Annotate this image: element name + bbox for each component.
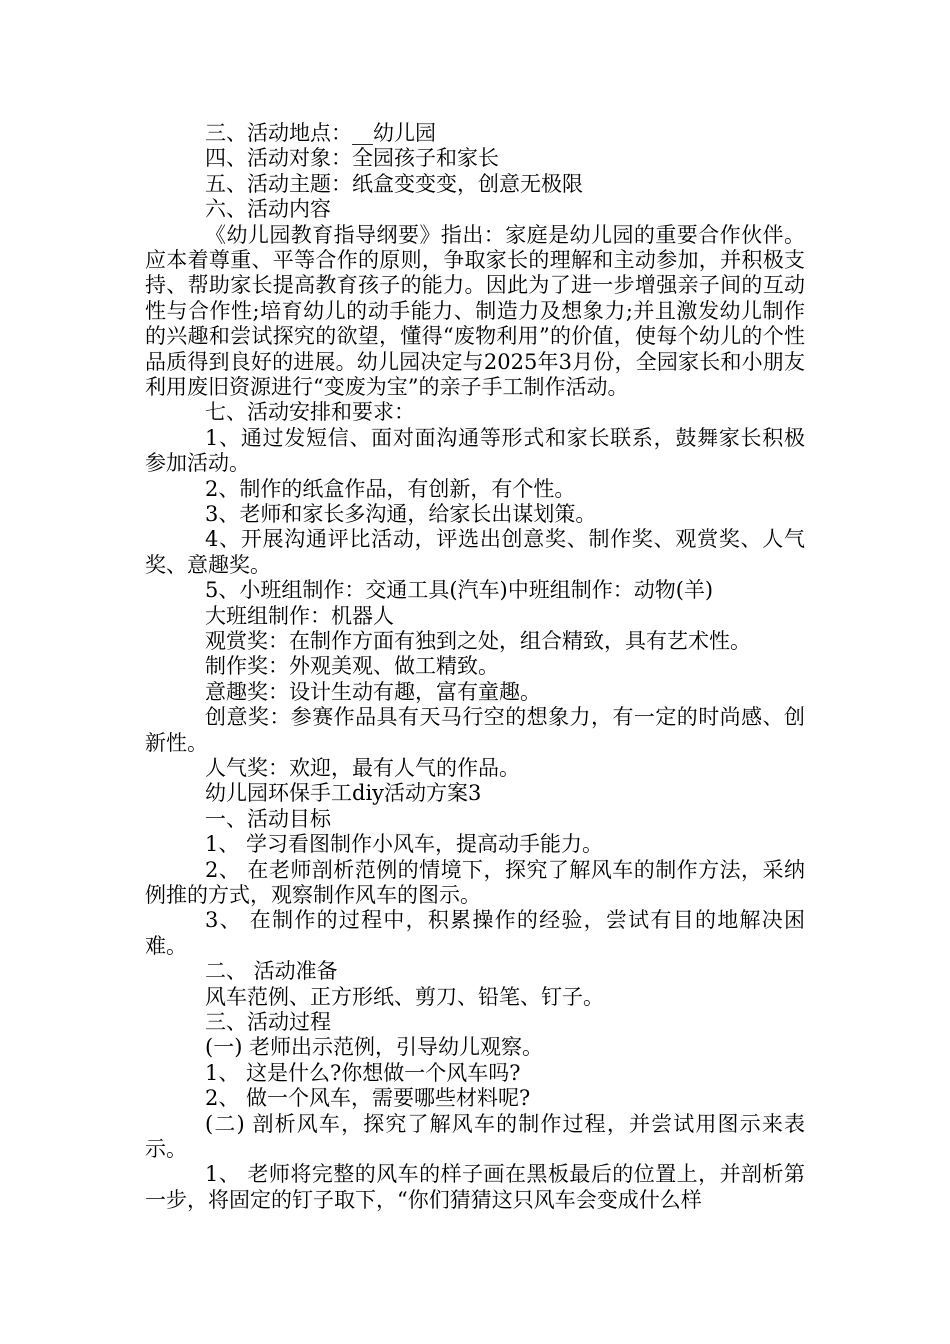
section-activity-theme: 五、活动主题：纸盒变变变，创意无极限: [205, 171, 583, 196]
process-step-2: (二) 剖析风车，探究了解风车的制作过程，并尝试用图示来表示。: [145, 1111, 805, 1161]
process-step-2-item-1: 1、 老师将完整的风车的样子画在黑板最后的位置上，并剖析第一步，将固定的钉子取下，“你们猜猜这只风车会变成什么样: [145, 1162, 805, 1212]
list-item-4: 4、开展沟通评比活动，评选出创意奖、制作奖、观赏奖、人气奖、意趣奖。: [145, 527, 805, 577]
award-popularity: 人气奖：欢迎，最有人气的作品。: [205, 755, 520, 780]
goal-item-2: 2、 在老师剖析范例的情境下，探究了解风车的制作方法，采纳例推的方式，观察制作风车的图示。: [145, 857, 805, 907]
award-creative: 创意奖：参赛作品具有天马行空的想象力，有一定的时尚感、创新性。: [145, 705, 805, 755]
goal-item-1: 1、 学习看图制作小风车，提高动手能力。: [205, 832, 604, 857]
award-interest: 意趣奖：设计生动有趣，富有童趣。: [205, 679, 541, 704]
list-item-3: 3、老师和家长多沟通，给家长出谋划策。: [205, 502, 597, 526]
document-page: [145, 121, 805, 1213]
section-activity-location: 三、活动地点：__幼儿园: [205, 121, 436, 145]
list-item-1: 1、通过发短信、面对面沟通等形式和家长联系，鼓舞家长积极参加活动。: [145, 425, 805, 476]
process-step-1-q2: 2、 做一个风车，需要哪些材料呢?: [205, 1086, 531, 1111]
process-step-1-q1: 1、 这是什么?你想做一个风车吗?: [205, 1060, 521, 1085]
section-preparation-heading: 二、 活动准备: [205, 959, 338, 984]
list-item-2: 2、制作的纸盒作品，有创新，有个性。: [205, 476, 576, 501]
section-goals-heading: 一、活动目标: [205, 806, 331, 831]
section-arrangement-heading: 七、活动安排和要求：: [205, 400, 415, 425]
process-step-1: (一) 老师出示范例，引导幼儿观察。: [205, 1035, 544, 1060]
section-activity-content-heading: 六、活动内容: [205, 197, 331, 222]
award-viewing: 观赏奖：在制作方面有独到之处，组合精致，具有艺术性。: [205, 628, 751, 653]
list-item-5-continued: 大班组制作：机器人: [205, 603, 394, 628]
award-making: 制作奖：外观美观、做工精致。: [205, 654, 499, 679]
list-item-5: 5、小班组制作：交通工具(汽车)中班组制作：动物(羊): [205, 578, 714, 603]
goal-item-3: 3、 在制作的过程中，积累操作的经验，尝试有目的地解决困难。: [145, 908, 805, 958]
section-process-heading: 三、活动过程: [205, 1009, 331, 1034]
paragraph-guideline-intro: 《幼儿园教育指导纲要》指出：家庭是幼儿园的重要合作伙伴。应本着尊重、平等合作的原则，争取家长的理解和主动参加，并积极支持、帮助家长提高教育孩子的能力。因此为了进一步增强亲子间的互动性与合作性;培育幼儿的动手能力、制造力及想象力;并且激发幼儿制作的兴趣和尝试探究的欲望，懂得“废物利用”的价值，使每个幼儿的个性品质得到良好的进展。幼儿园决定与2025年3月份，全园家长和小朋友利用废旧资源进行“变废为宝”的亲子手工制作活动。: [145, 222, 805, 399]
plan-3-title: 幼儿园环保手工diy活动方案3: [205, 781, 482, 806]
preparation-materials: 风车范例、正方形纸、剪刀、铅笔、钉子。: [205, 984, 604, 1009]
section-activity-target: 四、活动对象：全园孩子和家长: [205, 146, 499, 171]
